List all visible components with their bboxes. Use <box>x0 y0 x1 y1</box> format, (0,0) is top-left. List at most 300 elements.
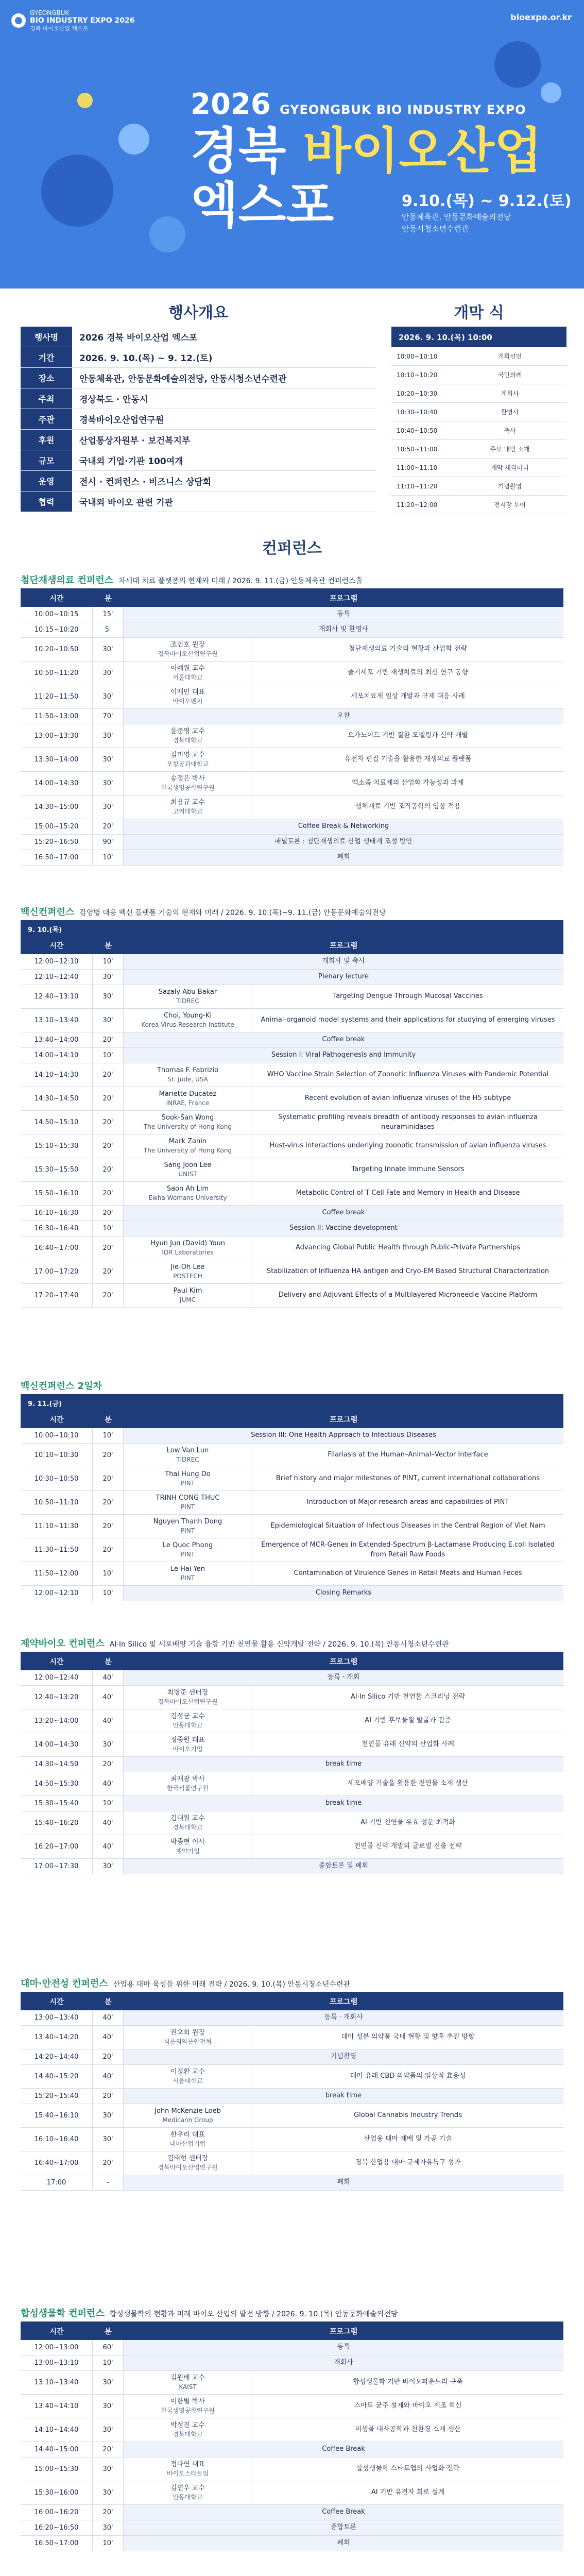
program-time: 11:50~13:00 <box>21 709 93 724</box>
speaker-name: Thai Hung Do <box>165 1470 211 1478</box>
program-row <box>21 2481 563 2505</box>
speaker-org: IDR Laboratories <box>162 1249 214 1257</box>
overview-value: 국내외 바이오 관련 기관 <box>79 498 173 508</box>
talk-topic: Global Cannabis Industry Trends <box>354 2111 462 2120</box>
logo-icon <box>11 13 26 28</box>
conference-block-head <box>21 2303 563 2321</box>
program-row <box>21 2505 563 2520</box>
speaker-name: Le Hai Yen <box>170 1565 205 1573</box>
program-time: 12:00~12:40 <box>21 1670 93 1685</box>
program-time: 16:50~17:00 <box>21 850 93 865</box>
speaker-name: 한우리 대표 <box>170 2131 205 2139</box>
logo[interactable] <box>11 9 135 32</box>
talk-topic: Host-virus interactions underlying zoonotic transmission of avian influenza viruses <box>269 1142 546 1150</box>
program-duration: 10' <box>93 2536 124 2551</box>
program-duration: 20' <box>93 1158 124 1181</box>
speaker <box>124 1515 252 1538</box>
program-duration: 30' <box>93 985 124 1008</box>
speaker-name: Hyun Jun (David) Youn <box>150 1240 225 1247</box>
schedule-event: 개회사 <box>501 390 519 397</box>
program-duration: - <box>93 2175 124 2190</box>
talk-topic: 합성생물학 기반 바이오파운드리 구축 <box>353 2378 463 2386</box>
program-time: 17:00~17:20 <box>21 1260 93 1283</box>
schedule-row <box>391 440 566 459</box>
program-time: 14:00~14:30 <box>21 1733 93 1756</box>
speaker-name: Sang Joon Lee <box>164 1161 212 1169</box>
schedule-row <box>391 347 566 366</box>
speaker-org: KAIST <box>179 2383 197 2391</box>
speaker-org: 경북바이오산업연구원 <box>158 2164 218 2172</box>
program-time: 12:40~13:20 <box>21 1686 93 1709</box>
conference-name: 백신컨퍼런스 2일차 <box>21 1381 102 1392</box>
program-row <box>21 2175 563 2191</box>
program-row <box>21 970 563 985</box>
speaker-org: 경북바이오산업연구원 <box>158 1698 218 1706</box>
program-item: 패널토론 : 첨단재생의료 산업 생태계 조성 방안 <box>124 835 563 850</box>
program-duration: 30' <box>93 748 124 771</box>
overview-row <box>21 347 376 368</box>
program-time: 10:20~10:50 <box>21 638 93 661</box>
program-time: 16:50~17:00 <box>21 2536 93 2551</box>
program-time: 16:40~17:00 <box>21 1236 93 1260</box>
schedule-time: 11:00~11:10 <box>397 464 438 471</box>
speaker-org: PINT <box>180 1574 195 1582</box>
speaker-name: 박성진 교수 <box>170 2421 205 2429</box>
speaker-org: 서울대학교 <box>173 674 203 682</box>
overview-row <box>21 430 376 450</box>
speaker <box>124 1686 252 1709</box>
speaker-name: 최병준 센터장 <box>167 1689 209 1697</box>
program-duration: 20' <box>93 1538 124 1562</box>
overview-label: 기간 <box>21 347 72 367</box>
program-time: 15:30~15:50 <box>21 1158 93 1181</box>
program-duration: 20' <box>93 2089 124 2104</box>
program-duration: 40' <box>93 2010 124 2025</box>
col-duration-header: 분 <box>105 942 112 950</box>
overview-label: 주최 <box>21 388 72 409</box>
program-time: 17:00~17:30 <box>21 1859 93 1874</box>
program-row <box>21 772 563 795</box>
program-item: Plenary lecture <box>124 970 563 985</box>
schedule-event: 환영사 <box>501 409 519 416</box>
program-row <box>21 2026 563 2049</box>
program-row <box>21 2371 563 2395</box>
schedule-row <box>391 366 566 384</box>
program-item: 등록 <box>124 607 563 622</box>
program-duration: 5' <box>93 622 124 637</box>
speaker <box>124 2065 252 2088</box>
speaker <box>124 985 252 1008</box>
speaker-name: Low Van Lun <box>166 1447 209 1454</box>
program-duration: 30' <box>93 662 124 685</box>
program-time: 13:00~13:40 <box>21 2010 93 2025</box>
talk-topic: 천연물 유래 신약의 산업화 사례 <box>362 1740 454 1749</box>
program-row <box>21 709 563 724</box>
program-item: Coffee Break <box>124 2442 563 2457</box>
program-time: 16:40~17:00 <box>21 2151 93 2175</box>
talk-topic: 유전자 편집 기술을 활용한 재생의료 플랫폼 <box>344 755 472 764</box>
speaker-org: PINT <box>180 1480 195 1487</box>
program-day: 9. 10.(목) <box>21 921 563 937</box>
program-item: Coffee break <box>124 1032 563 1047</box>
program-item: 개회사 및 환영사 <box>124 622 563 637</box>
col-program-header: 프로그램 <box>329 1998 358 2006</box>
talk-topic: AI 기반 천연물 유효 성분 최적화 <box>360 1819 456 1827</box>
speaker-org: 대마산업기업 <box>169 2140 206 2148</box>
program-item: 폐회 <box>124 2175 563 2190</box>
hero-venue <box>402 211 572 235</box>
speaker <box>124 748 252 771</box>
program-item: Coffee Break <box>124 2505 563 2520</box>
program-duration: 20' <box>93 2049 124 2064</box>
overview-row <box>21 368 376 388</box>
speaker-org: 서울대학교 <box>173 2077 203 2085</box>
program-duration: 10' <box>93 2355 124 2370</box>
conference-desc: 감염병 대응 백신 플랫폼 기술의 현재와 미래 / 2026. 9. 10.(목)~9. 11.(금) 안동문화예술의전당 <box>79 909 386 917</box>
speaker-org: 한국생명공학연구원 <box>161 2407 215 2415</box>
program-duration: 90' <box>93 835 124 850</box>
program-item: 오찬 <box>124 709 563 724</box>
program-row <box>21 1284 563 1308</box>
hero-year: 2026 <box>191 88 271 121</box>
program-table <box>21 1992 563 2191</box>
program-duration: 30' <box>93 2418 124 2442</box>
col-duration-header: 분 <box>105 595 112 603</box>
schedule-row <box>391 459 566 477</box>
program-time: 11:30~11:50 <box>21 1538 93 1562</box>
program-row <box>21 1709 563 1733</box>
speaker-org: 안동대학교 <box>173 1722 203 1730</box>
speaker-name: 김연우 교수 <box>170 2484 205 2492</box>
program-row <box>21 1182 563 1206</box>
program-row <box>21 2442 563 2458</box>
decor-dot <box>494 41 541 88</box>
decor-dot <box>41 155 113 227</box>
overview-label: 후원 <box>21 430 72 450</box>
program-duration: 20' <box>93 1087 124 1110</box>
speaker-name: 송정은 박사 <box>170 775 205 783</box>
schedule-row <box>391 496 566 514</box>
program-time: 12:00~12:10 <box>21 1586 93 1601</box>
speaker-org: TIDREC <box>176 1456 199 1464</box>
program-duration: 30' <box>93 1859 124 1874</box>
speaker <box>124 1260 252 1283</box>
talk-topic: AI 기반 유전자 회로 설계 <box>371 2488 445 2497</box>
program-row <box>21 1835 563 1859</box>
program-time: 14:10~14:30 <box>21 1063 93 1087</box>
schedule-head: 2026. 9. 10.(목) 10:00 <box>391 327 566 347</box>
schedule-title: 개막 식 <box>454 304 504 322</box>
program-duration: 10' <box>93 1796 124 1811</box>
program-duration: 20' <box>93 1491 124 1514</box>
program-duration: 20' <box>93 1111 124 1134</box>
program-row <box>21 2520 563 2536</box>
program-time: 16:10~16:30 <box>21 1206 93 1221</box>
col-program-header: 프로그램 <box>329 595 358 603</box>
talk-topic: 세포배양 기술을 활용한 천연물 소재 생산 <box>347 1780 469 1788</box>
program-row <box>21 1428 563 1444</box>
program-item: 개회사 <box>124 2355 563 2370</box>
program-duration: 40' <box>93 2026 124 2049</box>
schedule-row <box>391 403 566 421</box>
schedule-time: 10:50~11:00 <box>397 445 438 453</box>
program-time: 11:50~12:00 <box>21 1562 93 1585</box>
talk-topic: 엑소좀 치료제의 산업화 가능성과 과제 <box>352 779 464 787</box>
speaker-org: 한국식품연구원 <box>166 1785 209 1792</box>
speaker-name: Le Quoc Phong <box>162 1541 213 1549</box>
overview-row <box>21 492 376 512</box>
conference-name: 대마·안전성 컨퍼런스 <box>21 1978 108 1989</box>
program-time: 14:50~15:30 <box>21 1772 93 1795</box>
speaker-name: 윤준영 교수 <box>170 727 205 735</box>
speaker <box>124 1182 252 1205</box>
conference-block <box>21 902 563 1308</box>
schedule-event: 기념촬영 <box>497 483 522 490</box>
talk-topic: Systematic profiling reveals breadth of antibody responses to avian influenza neuraminidases <box>278 1113 538 1131</box>
overview-row <box>21 388 376 409</box>
speaker <box>124 1134 252 1158</box>
program-item: break time <box>124 1796 563 1811</box>
program-duration: 60' <box>93 2340 124 2355</box>
speaker <box>124 2371 252 2394</box>
speaker-org: 고려대학교 <box>173 808 203 816</box>
col-time-header: 시간 <box>49 1416 64 1424</box>
talk-topic: 합성생물학 스타트업의 사업화 전략 <box>356 2465 460 2473</box>
overview-row <box>21 327 376 347</box>
speaker-name: 정다연 대표 <box>170 2461 205 2468</box>
program-duration: 20' <box>93 1032 124 1047</box>
overview-label: 주관 <box>21 409 72 429</box>
program-table-head <box>21 2323 563 2340</box>
speaker <box>124 638 252 661</box>
conference-name: 제약바이오 컨퍼런스 <box>21 1638 105 1649</box>
speaker <box>124 1111 252 1134</box>
program-item: Closing Remarks <box>124 1586 563 1601</box>
speaker-org: 경북대학교 <box>173 1824 203 1832</box>
speaker <box>124 2395 252 2418</box>
program-row <box>21 1032 563 1048</box>
program-time: 15:40~16:10 <box>21 2104 93 2127</box>
program-time: 12:40~13:10 <box>21 985 93 1008</box>
program-row <box>21 1811 563 1835</box>
program-time: 10:50~11:20 <box>21 662 93 685</box>
decor-dot <box>77 93 93 108</box>
program-row <box>21 1796 563 1811</box>
speaker-org: 안동대학교 <box>173 2494 203 2501</box>
program-item: 종합토론 <box>124 2520 563 2535</box>
program-row <box>21 662 563 685</box>
col-time-header: 시간 <box>49 1658 64 1666</box>
conference-block-head <box>21 570 563 588</box>
program-time: 16:20~17:00 <box>21 1835 93 1858</box>
program-row <box>21 2355 563 2371</box>
speaker <box>124 1811 252 1835</box>
speaker <box>124 2026 252 2049</box>
program-row <box>21 638 563 662</box>
conference-block-head <box>21 1376 563 1394</box>
conference-desc: 합성생물학의 현황과 미래 바이오 산업의 발전 방향 / 2026. 9. 10.(목) 안동문화예술의전당 <box>109 2310 398 2318</box>
schedule-time: 10:40~10:50 <box>397 427 438 434</box>
col-time-header: 시간 <box>49 2328 64 2336</box>
program-time: 10:50~11:10 <box>21 1491 93 1514</box>
conference-block <box>21 570 563 866</box>
program-day: 9. 11.(금) <box>21 1395 563 1411</box>
col-time-header: 시간 <box>49 1998 64 2006</box>
speaker-name: Jie-Oh Lee <box>170 1263 205 1271</box>
program-row <box>21 2458 563 2481</box>
program-time: 16:20~16:50 <box>21 2520 93 2535</box>
speaker-name: 이한별 박사 <box>170 2398 205 2405</box>
overview-value: 국내외 기업·기관 100여개 <box>79 456 183 467</box>
program-time: 14:30~14:50 <box>21 1087 93 1110</box>
speaker-org: PINT <box>180 1551 195 1558</box>
speaker-name: 최재광 박사 <box>170 1775 205 1783</box>
hero-title-ko <box>191 124 551 179</box>
hero-title-ko-a: 경북 <box>191 122 286 180</box>
program-time: 16:10~16:40 <box>21 2128 93 2151</box>
speaker-org: PINT <box>180 1527 195 1535</box>
program-duration: 10' <box>93 1428 124 1443</box>
program-item: Coffee break <box>124 1206 563 1221</box>
program-time: 10:00~10:15 <box>21 607 93 622</box>
program-time: 14:50~15:10 <box>21 1111 93 1134</box>
program-time: 15:30~15:40 <box>21 1796 93 1811</box>
speaker-name: 박종현 이사 <box>170 1838 205 1846</box>
col-program-header: 프로그램 <box>329 2328 358 2336</box>
program-duration: 30' <box>93 2481 124 2504</box>
talk-topic: 첨단재생의료 기술의 현황과 산업화 전략 <box>348 645 467 653</box>
program-row <box>21 1467 563 1491</box>
speaker-name: 최용규 교수 <box>170 799 205 806</box>
talk-topic: AI·In Silico 기반 천연물 스크리닝 전략 <box>351 1693 465 1701</box>
opening-schedule <box>391 300 566 509</box>
logo-line3: 경북 바이오산업 엑스포 <box>30 25 89 32</box>
speaker <box>124 1236 252 1260</box>
talk-topic: Contamination of Virulence Genes in Retail Meats and Human Feces <box>294 1569 522 1578</box>
speaker-name: Thomas F. Fabrizio <box>157 1066 219 1074</box>
speaker-org: Korea Virus Research Institute <box>141 1021 234 1029</box>
speaker <box>124 772 252 795</box>
program-time: 16:30~16:40 <box>21 1221 93 1236</box>
schedule-time: 11:10~11:20 <box>397 482 438 490</box>
program-time: 13:10~13:40 <box>21 2371 93 2394</box>
program-row <box>21 1236 563 1260</box>
program-time: 14:20~14:40 <box>21 2049 93 2064</box>
program-time: 14:40~15:20 <box>21 2065 93 2088</box>
speaker-org: POSTECH <box>173 1273 202 1280</box>
program-row <box>21 1491 563 1515</box>
program-duration: 20' <box>93 1260 124 1283</box>
speaker <box>124 2418 252 2442</box>
program-time: 10:00~10:10 <box>21 1428 93 1443</box>
speaker-name: 이재민 대표 <box>170 688 205 696</box>
program-duration: 30' <box>93 2128 124 2151</box>
col-program-header: 프로그램 <box>329 942 358 950</box>
hero-topbar <box>0 0 584 31</box>
speaker <box>124 1467 252 1490</box>
conference-section <box>0 531 584 2576</box>
program-duration: 10' <box>93 850 124 865</box>
program-duration: 30' <box>93 772 124 795</box>
program-row <box>21 795 563 819</box>
schedule-event: 주요 내빈 소개 <box>490 446 530 453</box>
program-duration: 20' <box>93 1467 124 1490</box>
program-time: 11:10~11:30 <box>21 1515 93 1538</box>
speaker-org: 바이오스타트업 <box>166 2470 209 2478</box>
conference-name: 백신컨퍼런스 <box>21 907 75 918</box>
program-time: 17:00 <box>21 2175 93 2190</box>
conference-block-head <box>21 1633 563 1652</box>
program-table-head <box>21 937 563 954</box>
conference-block-head <box>21 1973 563 1992</box>
site-url-link[interactable]: bioexpo.or.kr <box>510 12 572 22</box>
talk-topic: 생체재료 기반 조직공학의 임상 적용 <box>355 803 461 811</box>
program-duration: 30' <box>93 1733 124 1756</box>
program-duration: 10' <box>93 1562 124 1585</box>
talk-topic: 경북 산업용 대마 규제자유특구 성과 <box>355 2159 461 2167</box>
speaker <box>124 1733 252 1756</box>
overview-label: 행사명 <box>21 327 72 347</box>
program-row <box>21 607 563 622</box>
program-item: Session III: One Health Approach to Infectious Diseases <box>124 1428 563 1443</box>
program-duration: 10' <box>93 1048 124 1063</box>
speaker-name: 김미영 교수 <box>170 751 205 759</box>
program-duration: 10' <box>93 1221 124 1236</box>
program-time: 13:00~13:10 <box>21 2355 93 2370</box>
col-program-header: 프로그램 <box>329 1416 358 1424</box>
program-duration: 20' <box>93 819 124 834</box>
program-time: 14:00~14:10 <box>21 1048 93 1063</box>
talk-topic: Introduction of Major research areas and capabilities of PINT <box>306 1498 509 1506</box>
program-duration: 40' <box>93 1811 124 1835</box>
talk-topic: 줄기세포 기반 재생치료의 최신 연구 동향 <box>347 669 469 677</box>
program-row <box>21 1562 563 1586</box>
hero-date: 9.10.(목) ~ 9.12.(토) <box>402 192 572 210</box>
speaker-name: Mark Zanin <box>168 1138 207 1145</box>
program-duration: 30' <box>93 2104 124 2127</box>
program-time: 13:40~14:20 <box>21 2026 93 2049</box>
program-time: 12:00~13:00 <box>21 2340 93 2355</box>
program-time: 13:00~13:30 <box>21 724 93 748</box>
overview-value: 산업통상자원부 · 보건복지부 <box>79 436 191 446</box>
speaker-org: 경북대학교 <box>173 2431 203 2438</box>
overview-value: 2026 경북 바이오산업 엑스포 <box>79 333 198 343</box>
program-time: 15:20~16:50 <box>21 835 93 850</box>
speaker-name: 이정환 교수 <box>170 2068 205 2076</box>
col-program-header: 프로그램 <box>329 1658 358 1666</box>
logo-line1: GYEONGBUK <box>30 9 70 16</box>
program-row <box>21 1757 563 1772</box>
program-duration: 20' <box>93 2151 124 2175</box>
program-row <box>21 1048 563 1063</box>
talk-topic: Stabilization of Influenza HA antigen and Cryo-EM Based Structural Characterization <box>266 1267 549 1276</box>
program-item: Coffee Break & Networking <box>124 819 563 834</box>
conference-block <box>21 2303 563 2551</box>
overview-value: 2026. 9. 10.(목) ~ 9. 12.(토) <box>79 353 213 364</box>
overview-label: 규모 <box>21 450 72 470</box>
speaker <box>124 1562 252 1585</box>
program-time: 15:10~15:30 <box>21 1134 93 1158</box>
overview-value: 경북바이오산업연구원 <box>79 415 164 426</box>
conference-desc: 차세대 치료 플랫폼의 현재와 미래 / 2026. 9. 11.(금) 안동체육관 컨퍼런스홀 <box>118 577 363 585</box>
speaker-org: 포항공과대학교 <box>166 760 209 768</box>
conference-name: 합성생물학 컨퍼런스 <box>21 2308 105 2319</box>
talk-topic: 오가노이드 기반 질환 모델링과 신약 개발 <box>347 732 469 740</box>
speaker-org: 경북바이오산업연구원 <box>158 650 218 658</box>
talk-topic: Delivery and Adjuvant Effects of a Multilayered Microneedle Vaccine Platform <box>278 1291 538 1299</box>
program-duration: 40' <box>93 2065 124 2088</box>
col-duration-header: 분 <box>105 2328 112 2336</box>
